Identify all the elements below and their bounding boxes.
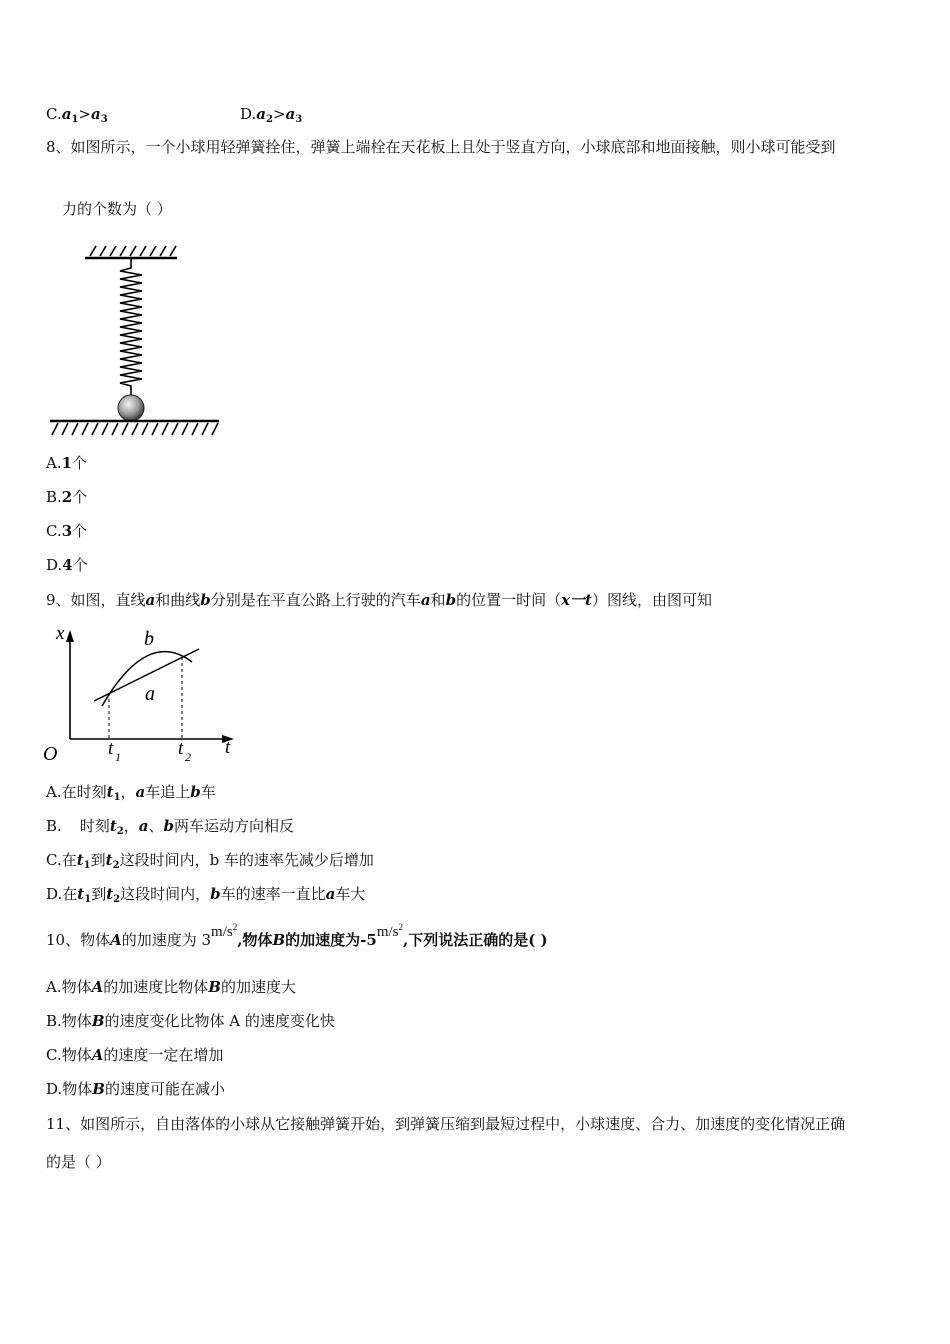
q8-stem-line1: 8、如图所示，一个小球用轻弹簧拴住，弹簧上端栓在天花板上且处于竖直方向，小球底部和地面接触，则小球可能受到	[46, 138, 836, 156]
q9-stem: 9、如图，直线a和曲线b分别是在平直公路上行驶的汽车a和b的位置一时间（x一t）图线，由图可知	[46, 591, 712, 609]
origin-label: O	[43, 743, 58, 765]
q10-option-c: C.物体A的速度一定在增加	[46, 1046, 224, 1064]
q8-option-c: C.3个	[46, 522, 88, 540]
unit-ms2: $m/s^2$	[376, 922, 404, 940]
q7-option-d: $D.a_2>a_3$	[240, 105, 303, 125]
q9-option-d: D.在$t_1$到$t_2$这段时间内，b车的速率一直比a车大	[46, 885, 366, 905]
spring-ball-figure	[44, 240, 224, 440]
q10-option-a: A.物体A的加速度比物体B的加速度大	[46, 978, 296, 996]
q8-option-a: A.1个	[46, 454, 88, 472]
q7-option-c: $C.a_1>a_3$	[46, 105, 108, 125]
t2-label: t	[178, 738, 184, 759]
t1-sub: 1	[115, 750, 121, 764]
q11-stem-line2: 的是（ ）	[46, 1153, 111, 1171]
q9-option-c: C.在$t_1$到$t_2$这段时间内，b 车的速率先减少后增加	[46, 851, 374, 871]
q9-option-b: B. 时刻$t_2$，a、b两车运动方向相反	[46, 817, 294, 837]
y-axis-label: x	[56, 623, 65, 644]
t2-sub: 2	[185, 750, 191, 764]
xt-graph-figure	[42, 622, 242, 767]
q10-option-b: B.物体B的速度变化比物体 A 的速度变化快	[46, 1012, 335, 1030]
unit-ms2: $m/s^2$	[211, 922, 238, 940]
q9-option-a: A.在时刻$t_1$，a车追上b车	[46, 783, 216, 803]
q10-option-d: D.物体B的速度可能在减小	[46, 1080, 225, 1098]
q10-stem: 10、物体A的加速度为 $3m/s^2$,物体B的加速度为$-5m/s^2$,下列说法正确的是( )	[46, 922, 548, 949]
q11-stem-line1: 11、如图所示，自由落体的小球从它接触弹簧开始，到弹簧压缩到最短过程中，小球速度、合力、加速度的变化情况正确	[46, 1115, 846, 1133]
line-a-label: a	[145, 683, 155, 705]
q8-option-b: B.2个	[46, 488, 88, 506]
x-axis-label: t	[225, 737, 231, 758]
q8-option-d: D.4个	[46, 556, 88, 574]
q8-stem-line2: 力的个数为（ ）	[62, 200, 172, 218]
curve-b-label: b	[144, 628, 154, 650]
t1-label: t	[108, 738, 114, 759]
